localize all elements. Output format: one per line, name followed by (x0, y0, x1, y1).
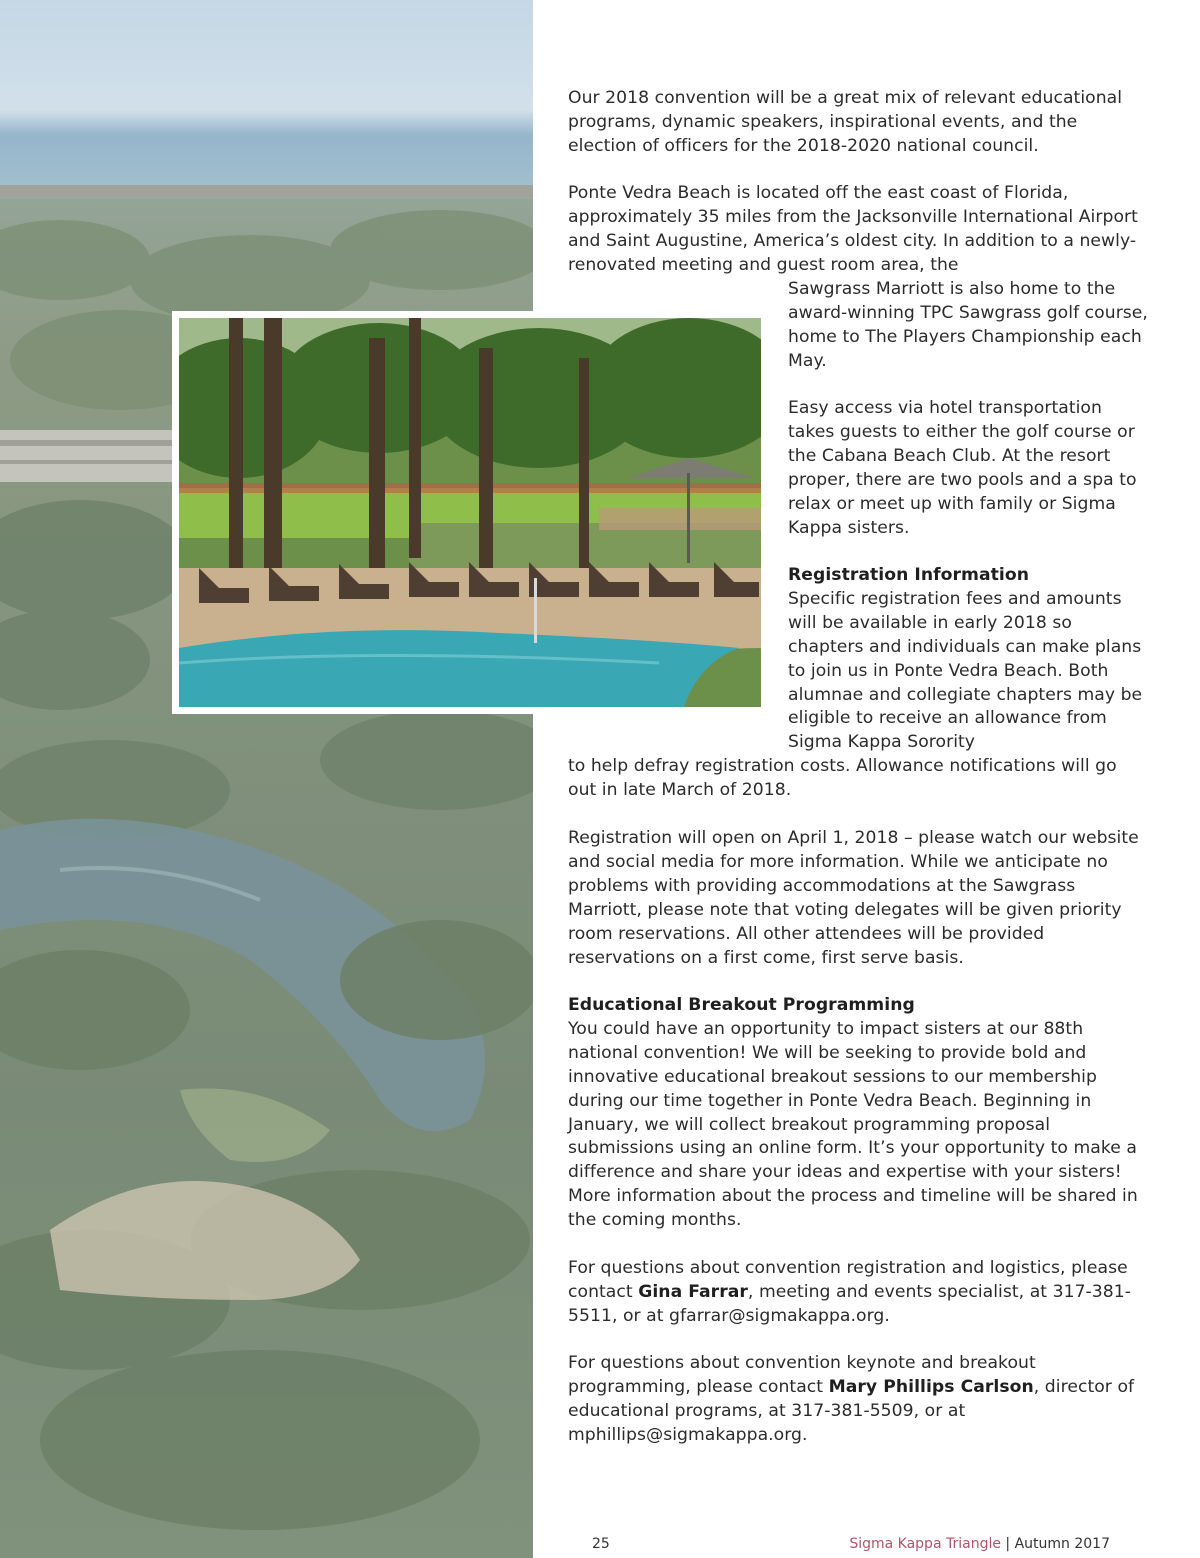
page-number: 25 (592, 1536, 610, 1552)
contact2-after: , director of educational programs, at 317-381-5509, or at mphillips@sigmakappa.org. (568, 1376, 1135, 1445)
contact2-before: For questions about convention keynote and breakout programming, please contact (568, 1353, 1036, 1397)
contact-registration (568, 1257, 1148, 1329)
access-paragraph (788, 397, 1150, 540)
contact1-after: , meeting and events specialist, at 317-381-5511, or at gfarrar@sigmakappa.org. (568, 1281, 1132, 1326)
registration-heading: Registration Information (788, 565, 1029, 585)
contact1-name: Gina Farrar (638, 1281, 748, 1302)
registration-text-wide: to help defray registration costs. Allowance notifications will go out in late March of 2018. (568, 756, 1117, 800)
intro-paragraph (568, 87, 1148, 159)
location-text-narrow: Sawgrass Marriott is also home to the award-winning TPC Sawgrass golf course, home to The Players Championship each May. (788, 279, 1148, 371)
educational-heading: Educational Breakout Programming (568, 995, 915, 1015)
registration-section (788, 564, 1150, 755)
publication-footer (849, 1535, 1110, 1553)
aerial-resort-photo (0, 0, 533, 1558)
contact1-before: For questions about convention registration and logistics, please contact (568, 1258, 1128, 1302)
educational-section (568, 994, 1148, 1233)
issue-label: Autumn 2017 (1014, 1536, 1110, 1552)
registration-open-text: Registration will open on April 1, 2018 – please watch our website and social media for more information. While we anticipate no problems with providing accommodations at the Sawgrass Marriott, please note that voting delegates will be given priority room reservations. All other attendees will be provided reservations on a first come, first serve basis. (568, 828, 1139, 968)
educational-text: You could have an opportunity to impact sisters at our 88th national convention! We will be seeking to provide bold and innovative educational breakout sessions to our membership during our time together in Ponte Vedra Beach. Beginning in January, we will collect breakout programming proposal submissions using an online form. It’s your opportunity to make a difference and share your ideas and expertise with your sisters! More information about the process and timeline will be shared in the coming months. (568, 1018, 1138, 1231)
contact-registration-text (568, 1257, 1148, 1329)
location-text-wide: Ponte Vedra Beach is located off the east coast of Florida, approximately 35 miles from the Jacksonville International Airport and Saint Augustine, America’s oldest city. In addition to a newly-renovated meeting and guest room area, the (568, 183, 1138, 275)
contact-programming (568, 1352, 1148, 1448)
location-paragraph (568, 182, 1148, 278)
registration-open-paragraph (568, 827, 1148, 970)
contact2-name: Mary Phillips Carlson (828, 1376, 1034, 1397)
footer-separator: | (1005, 1536, 1011, 1552)
magazine-title: Sigma Kappa Triangle (849, 1536, 1001, 1552)
intro-text: Our 2018 convention will be a great mix of relevant educational programs, dynamic speakers, inspirational events, and the election of officers for the 2018-2020 national council. (568, 88, 1123, 156)
contact-programming-text (568, 1352, 1148, 1448)
location-paragraph-continued (788, 278, 1150, 374)
pool-photo (172, 311, 768, 714)
registration-continued (568, 755, 1148, 803)
registration-text-narrow: Specific registration fees and amounts will be available in early 2018 so chapters and individuals can make plans to join us in Ponte Vedra Beach. Both alumnae and collegiate chapters may be eligible to receive an allowance from Sigma Kappa Sorority (788, 588, 1143, 753)
access-text: Easy access via hotel transportation takes guests to either the golf course or the Cabana Beach Club. At the resort proper, there are two pools and a spa to relax or meet up with family or Sigma Kappa sisters. (788, 398, 1137, 538)
